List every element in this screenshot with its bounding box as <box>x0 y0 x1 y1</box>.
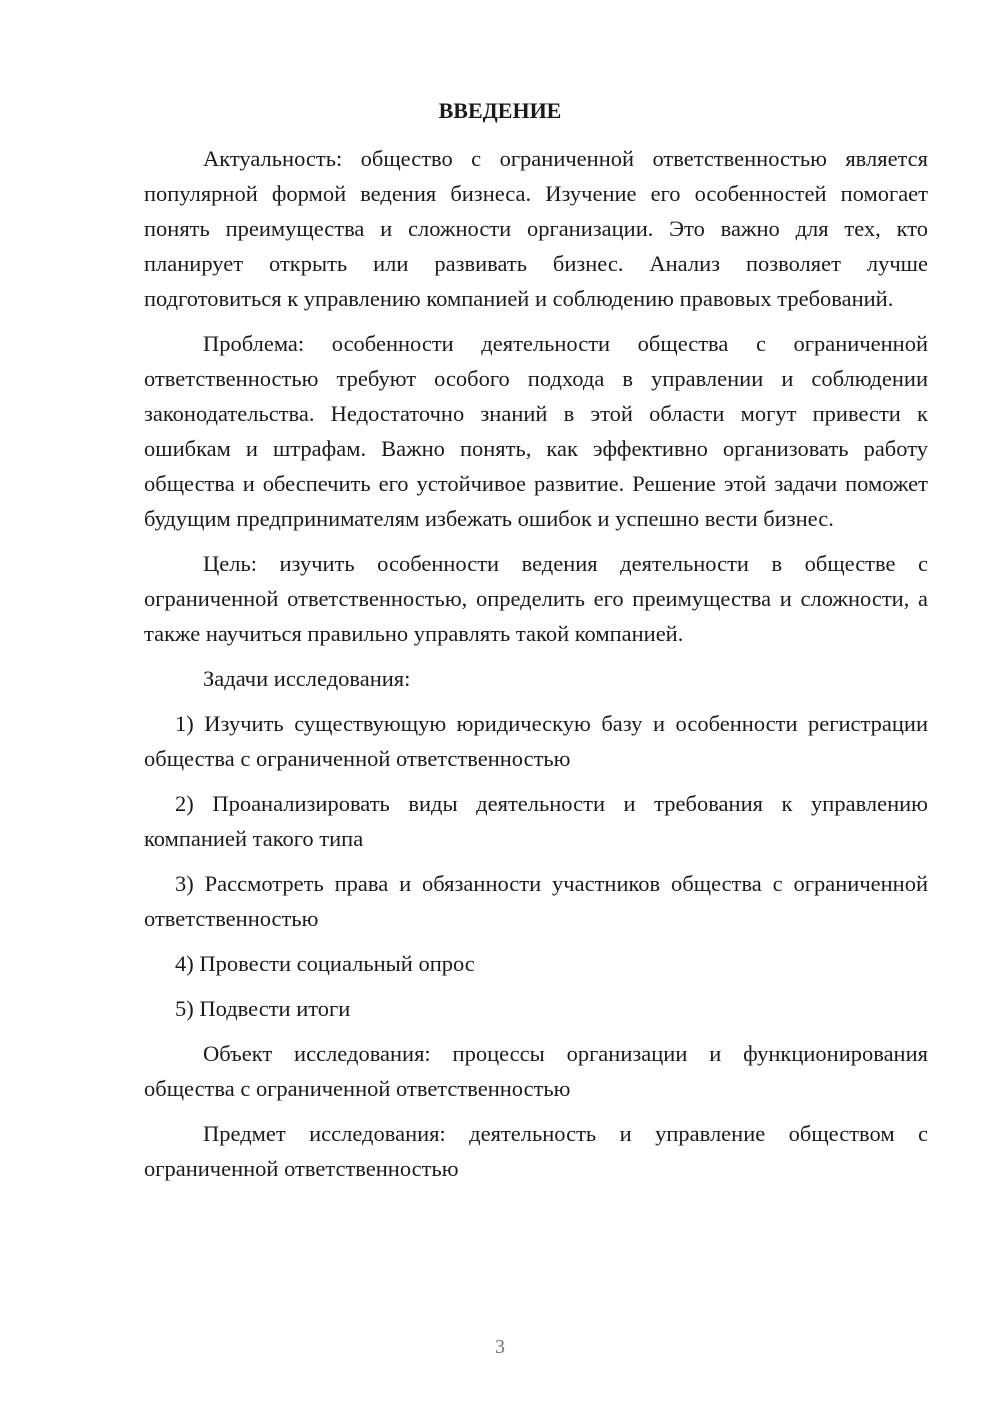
object-paragraph: Объект исследования: процессы организации и функционирования общества с ограниченной ответственностью <box>144 1041 928 1101</box>
task-item-3: 3) Рассмотреть права и обязанности участников общества с ограниченной ответственностью <box>144 871 928 931</box>
task-item-1: 1) Изучить существующую юридическую базу и особенности регистрации общества с ограниченной ответственностью <box>144 711 928 771</box>
task-item-4: 4) Провести социальный опрос <box>175 951 475 976</box>
problem-paragraph: Проблема: особенности деятельности общества с ограниченной ответственностью требуют особого подхода в управлении и соблюдении законодательства. Недостаточно знаний в этой области могут привести к ошибкам и штрафам. Важно понять, как эффективно организовать работу общества и обеспечить его устойчивое развитие. Решение этой задачи поможет будущим предпринимателям избежать ошибок и успешно вести бизнес. <box>144 331 928 531</box>
relevance-paragraph: Актуальность: общество с ограниченной ответственностью является популярной формой ведения бизнеса. Изучение его особенностей помогает понять преимущества и сложности организации. Это важно для тех, кто планирует открыть или развивать бизнес. Анализ позволяет лучше подготовиться к управлению компанией и соблюдению правовых требований. <box>144 146 928 311</box>
subject-paragraph: Предмет исследования: деятельность и управление обществом с ограниченной ответственностью <box>144 1121 928 1181</box>
goal-paragraph: Цель: изучить особенности ведения деятельности в обществе с ограниченной ответственностью, определить его преимущества и сложности, а также научиться правильно управлять такой компанией. <box>144 551 928 646</box>
task-item-2: 2) Проанализировать виды деятельности и требования к управлению компанией такого типа <box>144 791 928 851</box>
tasks-heading: Задачи исследования: <box>203 666 411 691</box>
page-number: 3 <box>495 1336 505 1358</box>
page-title: ВВЕДЕНИЕ <box>438 98 562 123</box>
task-item-5: 5) Подвести итоги <box>175 996 351 1021</box>
document-body <box>144 141 928 1196</box>
